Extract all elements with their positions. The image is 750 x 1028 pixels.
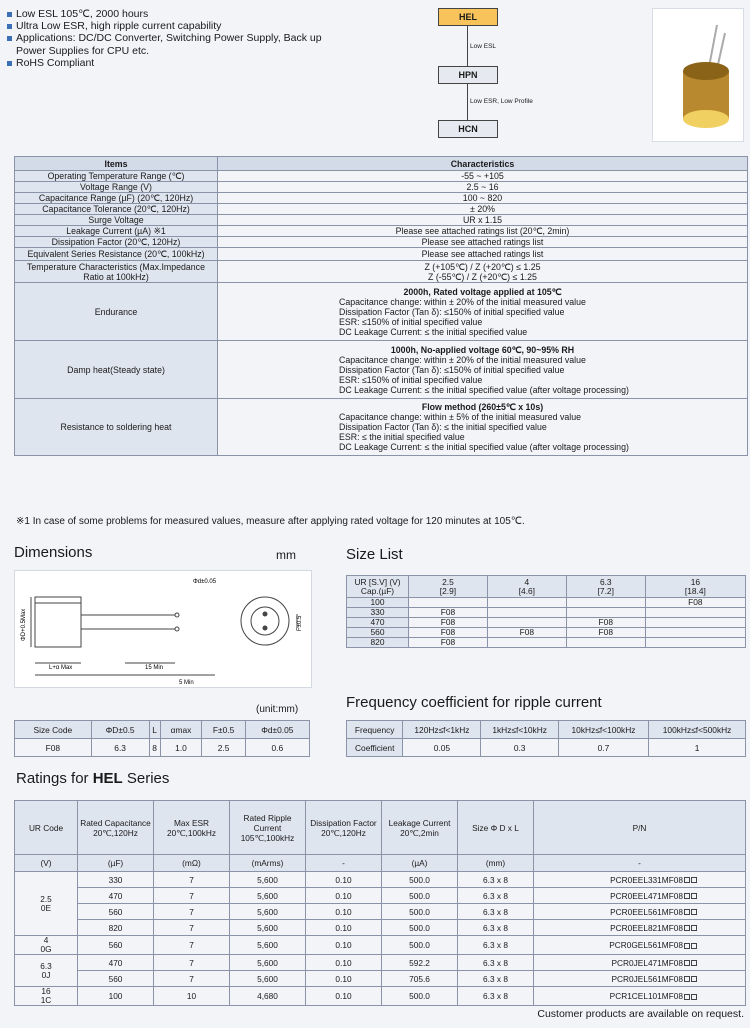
part-number-text: PCR0GEL561MF08 — [609, 940, 683, 950]
spec-item: Operating Temperature Range (℃) — [15, 171, 218, 182]
spec-characteristic — [218, 182, 748, 193]
spec-line: Capacitance change: within ± 20% of the initial measured value — [339, 296, 586, 307]
frequency-cell: 0.05 — [403, 739, 481, 757]
specifications-body — [15, 171, 748, 456]
ratings-cell: 7 — [154, 872, 230, 888]
spec-row — [15, 226, 748, 237]
ratings-cell: 5,600 — [230, 955, 306, 971]
voltage-code: 16 — [41, 986, 51, 996]
size-cell: F08 — [566, 628, 645, 638]
ratings-cell: 500.0 — [382, 888, 458, 904]
ratings-cell: 500.0 — [382, 936, 458, 955]
size-row — [347, 598, 746, 608]
spec-characteristic — [218, 261, 748, 283]
spec-row — [15, 248, 748, 261]
header-characteristics: Characteristics — [218, 157, 748, 171]
voltage-code: 4 — [43, 935, 49, 945]
option-box-icon — [691, 909, 697, 915]
spec-row — [15, 171, 748, 182]
option-box-icon — [684, 925, 690, 931]
option-box-icon — [691, 943, 697, 949]
ratings-cell: 500.0 — [382, 920, 458, 936]
frequency-title: Frequency coefficient for ripple current — [346, 694, 602, 711]
size-cell: F08 — [487, 628, 566, 638]
spec-item: Capacitance Range (µF) (20℃, 120Hz) — [15, 193, 218, 204]
ratings-cell: 0.10 — [306, 955, 382, 971]
label-lead-5: 5 Min — [179, 680, 194, 686]
voltage-code-cell — [15, 936, 78, 955]
spec-line: UR x 1.15 — [462, 215, 503, 225]
spec-item: Damp heat(Steady state) — [15, 341, 218, 399]
spec-line: -55 ~ +105 — [461, 171, 504, 181]
dimension-header: Size Code — [15, 721, 92, 739]
part-number-text: PCR0EEL561MF08 — [610, 906, 683, 917]
dimension-header: αmax — [160, 721, 202, 739]
ratings-row — [15, 904, 746, 920]
option-box-icon — [691, 893, 697, 899]
feature-list — [6, 8, 336, 69]
spec-line: ESR: ≤ the initial specified value — [339, 432, 465, 442]
ratings-cell: 0.10 — [306, 920, 382, 936]
ratings-cell: 7 — [154, 955, 230, 971]
size-voltage-header — [487, 576, 566, 598]
size-cap: 100 — [347, 598, 409, 608]
voltage-code: 1C — [40, 995, 52, 1005]
spec-line: 2000h, Rated voltage applied at 105℃ — [403, 286, 562, 297]
ratings-cell: 330 — [78, 872, 154, 888]
dimension-cell: F08 — [15, 739, 92, 757]
part-number — [534, 904, 746, 920]
label-body-length: L+α Max — [49, 665, 73, 671]
spec-item: Resistance to soldering heat — [15, 399, 218, 456]
voltage-code-cell — [15, 955, 78, 987]
part-number-text: PCR1CEL101MF08 — [609, 991, 683, 1001]
dimensions-unit-note: (unit:mm) — [256, 704, 299, 715]
ratings-cell: 592.2 — [382, 955, 458, 971]
dimension-cell: 8 — [149, 739, 160, 757]
spec-characteristic — [218, 248, 748, 261]
ratings-cell: 470 — [78, 888, 154, 904]
ratings-cell: 560 — [78, 971, 154, 987]
size-cell — [487, 638, 566, 648]
ratings-cell: 820 — [78, 920, 154, 936]
frequency-table — [346, 720, 746, 757]
spec-line: Z (-55℃) / Z (+20℃) ≤ 1.25 — [428, 271, 537, 282]
ratings-header: Rated Ripple Current 105℃,100kHz — [230, 801, 306, 855]
size-cell — [645, 618, 745, 628]
ratings-cell: 6.3 x 8 — [458, 920, 534, 936]
size-list-table — [346, 575, 746, 648]
spec-line: 2.5 ~ 16 — [466, 182, 499, 192]
ratings-header: Max ESR 20℃,100kHz — [154, 801, 230, 855]
spec-item: Temperature Characteristics (Max.Impedance Ratio at 100kHz) — [15, 261, 218, 283]
ratings-cell: 6.3 x 8 — [458, 904, 534, 920]
label-lead-15: 15 Min — [145, 665, 164, 671]
ratings-cell: 500.0 — [382, 904, 458, 920]
size-cap: 820 — [347, 638, 409, 648]
ratings-cell: 7 — [154, 971, 230, 987]
ratings-unit: (µA) — [382, 855, 458, 872]
frequency-header: 100kHz≤f<500kHz — [649, 721, 746, 739]
option-box-icon — [691, 877, 697, 883]
ratings-header: Dissipation Factor 20℃,120Hz — [306, 801, 382, 855]
spec-characteristic — [218, 171, 748, 182]
size-row — [347, 608, 746, 618]
ratings-header: Size Φ D x L — [458, 801, 534, 855]
voltage-code: 0J — [41, 969, 51, 980]
option-box-icon — [684, 877, 690, 883]
spec-characteristic — [218, 237, 748, 248]
part-number-text: PCR0JEL561MF08 — [611, 973, 683, 984]
ratings-row — [15, 971, 746, 987]
size-cell — [409, 598, 488, 608]
capacitor-photo — [652, 8, 744, 142]
spec-line: Dissipation Factor (Tan δ): ≤ the initial specified value — [339, 422, 547, 432]
spec-line: Please see attached ratings list (20℃, 2min) — [395, 226, 570, 236]
size-cell — [566, 638, 645, 648]
dimension-cell: 6.3 — [91, 739, 149, 757]
ratings-cell: 7 — [154, 920, 230, 936]
ratings-unit: (mArms) — [230, 855, 306, 872]
size-cell: F08 — [409, 608, 488, 618]
spec-characteristic — [218, 204, 748, 215]
ratings-cell: 6.3 x 8 — [458, 971, 534, 987]
spec-line: DC Leakage Current: ≤ the initial specified value — [339, 326, 528, 337]
flow-box-hcn: HCN — [438, 120, 498, 138]
spec-characteristic — [218, 215, 748, 226]
spec-characteristic — [218, 341, 748, 399]
voltage-code-cell — [15, 872, 78, 936]
dimension-header: Φd±0.05 — [245, 721, 309, 739]
size-row — [347, 628, 746, 638]
size-cell — [566, 608, 645, 618]
size-cell — [645, 608, 745, 618]
option-box-icon — [684, 909, 690, 915]
ratings-cell: 560 — [78, 936, 154, 955]
dimension-header: F±0.5 — [202, 721, 245, 739]
spec-row — [15, 193, 748, 204]
feature-item: Applications: DC/DC Converter, Switching Power Supply, Back up Power Supplies for CPU etc. — [6, 32, 336, 56]
dimension-cell: 1.0 — [160, 739, 202, 757]
ratings-cell: 10 — [154, 987, 230, 1006]
frequency-cell: 0.3 — [481, 739, 558, 757]
feature-item: Ultra Low ESR, high ripple current capability — [6, 20, 336, 32]
voltage: 16 — [690, 576, 701, 587]
voltage-code: 0E — [40, 902, 52, 913]
spec-row — [15, 204, 748, 215]
spec-item: Dissipation Factor (20℃, 120Hz) — [15, 237, 218, 248]
ratings-unit: - — [534, 855, 746, 872]
specifications-table — [14, 156, 748, 456]
spec-row — [15, 182, 748, 193]
spec-line: Dissipation Factor (Tan δ): ≤150% of initial specified value — [339, 306, 565, 317]
ratings-row — [15, 920, 746, 936]
spec-item: Endurance — [15, 283, 218, 341]
ratings-unit: - — [306, 855, 382, 872]
frequency-header: 1kHz≤f<10kHz — [481, 721, 558, 739]
ratings-cell: 6.3 x 8 — [458, 987, 534, 1006]
spec-line: 100 ~ 820 — [462, 193, 503, 203]
option-box-icon — [684, 960, 690, 966]
ratings-unit: (µF) — [78, 855, 154, 872]
spec-line: ESR: ≤150% of initial specified value — [339, 316, 483, 327]
spec-line: Please see attached ratings list — [421, 249, 544, 259]
spec-line: ± 20% — [470, 204, 495, 214]
ratings-cell: 500.0 — [382, 987, 458, 1006]
spec-item: Leakage Current (µA) ※1 — [15, 226, 218, 237]
voltage: 4 — [524, 576, 530, 587]
option-box-icon — [691, 960, 697, 966]
ratings-cell: 5,600 — [230, 904, 306, 920]
size-cell: F08 — [409, 618, 488, 628]
ratings-cell: 5,600 — [230, 971, 306, 987]
ratings-cell: 5,600 — [230, 872, 306, 888]
flow-arrow-lower — [467, 84, 468, 120]
size-corner-cap: Cap.(µF) — [360, 585, 395, 596]
size-voltage-header — [409, 576, 488, 598]
surge-voltage: [18.4] — [684, 585, 706, 596]
spec-line: 1000h, No-applied voltage 60℃, 90~95% RH — [390, 344, 575, 355]
ratings-title: Ratings for HEL Series — [16, 770, 170, 787]
surge-voltage: [4.6] — [518, 585, 535, 596]
spec-characteristic — [218, 283, 748, 341]
frequency-header: 10kHz≤f<100kHz — [558, 721, 648, 739]
ratings-unit: (V) — [15, 855, 78, 872]
label-lead-diameter: Φd±0.05 — [193, 579, 217, 585]
ratings-cell: 5,600 — [230, 888, 306, 904]
spec-line: DC Leakage Current: ≤ the initial specified value (after voltage processing) — [339, 442, 629, 452]
size-cell: F08 — [645, 598, 745, 608]
ratings-cell: 6.3 x 8 — [458, 936, 534, 955]
flow-box-hel: HEL — [438, 8, 498, 26]
size-cell — [566, 598, 645, 608]
voltage: 2.5 — [442, 576, 454, 587]
spec-row — [15, 283, 748, 341]
spec-item: Voltage Range (V) — [15, 182, 218, 193]
spec-item: Equivalent Series Resistance (20℃, 100kHz) — [15, 248, 218, 261]
ratings-cell: 470 — [78, 955, 154, 971]
voltage-code-cell — [15, 987, 78, 1006]
spec-row — [15, 261, 748, 283]
ratings-cell: 0.10 — [306, 904, 382, 920]
voltage-code: 0G — [40, 944, 52, 954]
size-voltage-header — [645, 576, 745, 598]
size-cell: F08 — [409, 638, 488, 648]
spec-row — [15, 341, 748, 399]
part-number — [534, 987, 746, 1006]
ratings-cell: 7 — [154, 936, 230, 955]
size-cap: 560 — [347, 628, 409, 638]
part-number — [534, 888, 746, 904]
ratings-row — [15, 872, 746, 888]
footnote: ※1 In case of some problems for measured values, measure after applying rated voltage for 120 minutes at 105℃. — [16, 516, 525, 527]
size-cell: F08 — [566, 618, 645, 628]
surge-voltage: [2.9] — [439, 585, 457, 596]
spec-item: Surge Voltage — [15, 215, 218, 226]
size-voltage-header — [566, 576, 645, 598]
ratings-row — [15, 955, 746, 971]
ratings-row — [15, 888, 746, 904]
spec-line: Flow method (260±5℃ x 10s) — [421, 402, 544, 412]
ratings-cell: 6.3 x 8 — [458, 955, 534, 971]
dimensions-unit: mm — [276, 548, 296, 562]
spec-characteristic — [218, 193, 748, 204]
ratings-header: Rated Capacitance 20℃,120Hz — [78, 801, 154, 855]
ratings-unit: (mΩ) — [154, 855, 230, 872]
ratings-header: Leakage Current 20℃,2min — [382, 801, 458, 855]
size-cap: 330 — [347, 608, 409, 618]
flow-label-low-esr: Low ESR, Low Profile — [470, 98, 533, 105]
ratings-cell: 7 — [154, 888, 230, 904]
option-box-icon — [691, 976, 697, 982]
ratings-cell: 6.3 x 8 — [458, 872, 534, 888]
ratings-cell: 0.10 — [306, 936, 382, 955]
frequency-cell: 1 — [649, 739, 746, 757]
ratings-unit: (mm) — [458, 855, 534, 872]
surge-voltage: [7.2] — [597, 585, 614, 596]
frequency-cell: Coefficient — [347, 739, 403, 757]
dimension-table — [14, 720, 310, 757]
dimension-header: L — [149, 721, 160, 739]
ratings-table — [14, 800, 746, 1006]
voltage-code: 6.3 — [40, 960, 52, 971]
option-box-icon — [684, 994, 690, 1000]
ratings-cell: 5,600 — [230, 936, 306, 955]
size-cell — [487, 608, 566, 618]
flow-label-low-esl: Low ESL — [470, 43, 497, 50]
size-cell — [487, 618, 566, 628]
footer-note: Customer products are available on request. — [537, 1008, 744, 1020]
spec-line: Capacitance change: within ± 5% of the initial measured value — [339, 412, 581, 422]
option-box-icon — [684, 943, 690, 949]
ratings-header: P/N — [534, 801, 746, 855]
ratings-cell: 5,600 — [230, 920, 306, 936]
label-pitch: F±0.5 — [297, 615, 303, 631]
part-number-text: PCR0EEL471MF08 — [610, 890, 683, 901]
spec-characteristic — [218, 226, 748, 237]
dimensions-title: Dimensions — [14, 544, 93, 561]
ratings-cell: 0.10 — [306, 987, 382, 1006]
option-box-icon — [684, 893, 690, 899]
size-corner-voltage: UR [S.V] (V) — [354, 576, 401, 587]
spec-line: DC Leakage Current: ≤ the initial specified value (after voltage processing) — [339, 384, 629, 395]
dimension-cell: 2.5 — [202, 739, 245, 757]
ratings-cell: 4,680 — [230, 987, 306, 1006]
ratings-cell: 0.10 — [306, 888, 382, 904]
option-box-icon — [691, 994, 697, 1000]
part-number — [534, 936, 746, 955]
spec-row — [15, 215, 748, 226]
size-cell — [487, 598, 566, 608]
dimension-cell: 0.6 — [245, 739, 309, 757]
ratings-row — [15, 936, 746, 955]
spec-line: Capacitance change: within ± 20% of the initial measured value — [339, 354, 586, 365]
ratings-cell: 100 — [78, 987, 154, 1006]
ratings-cell: 0.10 — [306, 872, 382, 888]
ratings-units-row — [15, 855, 746, 872]
spec-row — [15, 237, 748, 248]
size-row — [347, 618, 746, 628]
size-cell: F08 — [409, 628, 488, 638]
part-number — [534, 971, 746, 987]
feature-item: RoHS Compliant — [6, 57, 336, 69]
ratings-cell: 7 — [154, 904, 230, 920]
size-cap: 470 — [347, 618, 409, 628]
spec-item: Capacitance Tolerance (20℃, 120Hz) — [15, 204, 218, 215]
spec-line: ESR: ≤150% of initial specified value — [339, 374, 483, 385]
size-cell — [645, 638, 745, 648]
flow-box-hpn: HPN — [438, 66, 498, 84]
ratings-row — [15, 987, 746, 1006]
spec-line: Please see attached ratings list — [421, 237, 544, 247]
frequency-header: Frequency — [347, 721, 403, 739]
label-body-diameter: ΦD+0.5Max — [21, 608, 27, 641]
size-corner — [347, 576, 409, 598]
frequency-cell: 0.7 — [558, 739, 648, 757]
spec-line: Z (+105℃) / Z (+20℃) ≤ 1.25 — [424, 261, 541, 272]
feature-item: Low ESL 105℃, 2000 hours — [6, 8, 336, 20]
option-box-icon — [684, 976, 690, 982]
dimensions-drawing — [14, 570, 312, 688]
voltage-code: 2.5 — [40, 893, 52, 904]
size-row — [347, 638, 746, 648]
part-number-text: PCR0EEL331MF08 — [610, 874, 683, 885]
header-items: Items — [15, 157, 218, 171]
size-cell — [645, 628, 745, 638]
ratings-cell: 500.0 — [382, 872, 458, 888]
spec-characteristic — [218, 399, 748, 456]
spec-row — [15, 399, 748, 456]
part-number-text: PCR0EEL821MF08 — [610, 922, 683, 933]
spec-line: Dissipation Factor (Tan δ): ≤150% of initial specified value — [339, 364, 565, 375]
part-number — [534, 920, 746, 936]
ratings-cell: 6.3 x 8 — [458, 888, 534, 904]
part-number — [534, 955, 746, 971]
ratings-cell: 560 — [78, 904, 154, 920]
flow-arrow-upper — [467, 26, 468, 66]
part-number-text: PCR0JEL471MF08 — [611, 957, 683, 968]
dimension-header: ΦD±0.5 — [91, 721, 149, 739]
option-box-icon — [691, 925, 697, 931]
frequency-header: 120Hz≤f<1kHz — [403, 721, 481, 739]
ratings-cell: 0.10 — [306, 971, 382, 987]
voltage: 6.3 — [599, 576, 612, 587]
part-number — [534, 872, 746, 888]
ratings-cell: 705.6 — [382, 971, 458, 987]
size-list-title: Size List — [346, 546, 403, 563]
ratings-header: UR Code — [15, 801, 78, 855]
